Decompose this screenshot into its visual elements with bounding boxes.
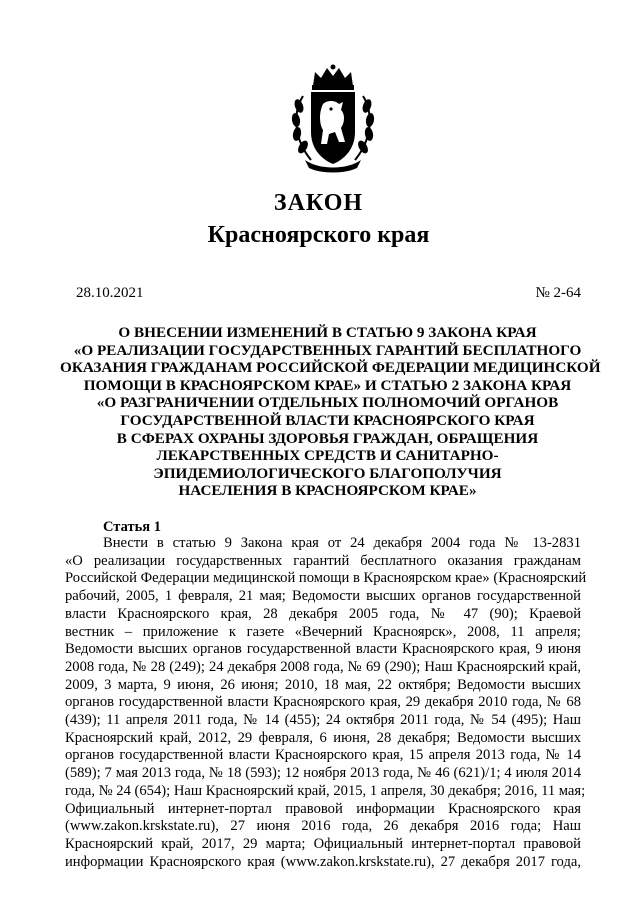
heading-line: «О РЕАЛИЗАЦИИ ГОСУДАРСТВЕННЫХ ГАРАНТИЙ БЕСПЛАТНОГО [73, 341, 582, 359]
heading-line: ГОСУДАРСТВЕННОЙ ВЛАСТИ КРАСНОЯРСКОГО КРАЯ [120, 411, 535, 429]
article-title: Статья 1 [103, 519, 161, 535]
law-number: № 2-64 [535, 285, 581, 301]
heading-line: НАСЕЛЕНИЯ В КРАСНОЯРСКОМ КРАЕ» [178, 482, 477, 500]
body-line: органов государственной власти Красноярского края, 15 апреля 2013 года, № 14 [65, 747, 581, 764]
body-line: органов государственной власти Красноярского края, 29 декабря 2010 года, № 68 [65, 694, 581, 711]
heading-line: ПОМОЩИ В КРАСНОЯРСКОМ КРАЕ» И СТАТЬЮ 2 ЗАКОНА КРАЯ [83, 376, 572, 394]
body-line: года, № 24 (654); Наш Красноярский край, 2015, 1 апреля, 30 декабря; 2016, 11 мая; [65, 782, 586, 799]
body-line: 2009, 3 марта, 9 июня, 26 июня; 2010, 18 мая, 22 октября; Ведомости высших [65, 676, 581, 693]
heading-line: В СФЕРАХ ОХРАНЫ ЗДОРОВЬЯ ГРАЖДАН, ОБРАЩЕНИЯ [116, 429, 539, 447]
body-line: информации Красноярского края (www.zakon.krskstate.ru), 27 декабря 2017 года, [65, 853, 581, 870]
body-line: Российской Федерации медицинской помощи в Красноярском крае» (Красноярский [65, 570, 587, 587]
body-line: Официальный интернет-портал правовой информации Красноярского края [65, 800, 581, 817]
crown-icon [312, 65, 354, 91]
body-line: (439); 11 апреля 2011 года, № 14 (455); 24 октября 2011 года, № 54 (495); Наш [65, 712, 581, 729]
heading-line: О ВНЕСЕНИИ ИЗМЕНЕНИЙ В СТАТЬЮ 9 ЗАКОНА КРАЯ [118, 324, 537, 341]
heading-line: ОКАЗАНИЯ ГРАЖДАНАМ РОССИЙСКОЙ ФЕДЕРАЦИИ МЕДИЦИНСКОЙ [60, 359, 601, 377]
law-title: ЗАКОН [273, 190, 364, 216]
law-subtitle: Красноярского края [207, 222, 430, 248]
body-line: (589); 7 мая 2013 года, № 18 (593); 12 ноября 2013 года, № 46 (621)/1; 4 июля 2014 [65, 765, 581, 782]
body-line: власти Красноярского края, 28 декабря 2005 года, № 47 (90); Краевой [65, 605, 581, 622]
coat-of-arms-emblem [285, 62, 381, 176]
body-line: Ведомости высших органов государственной власти Красноярского края, 9 июня [65, 641, 581, 658]
body-line: «О реализации государственных гарантий бесплатного оказания гражданам [65, 552, 581, 569]
body-line: Красноярский край, 2017, 29 марта; Официальный интернет-портал правовой [65, 835, 581, 852]
body-line: 2008 года, № 28 (249); 24 декабря 2008 года, № 69 (290); Наш Красноярский край, [65, 658, 581, 675]
body-line: Красноярский край, 2012, 29 февраля, 6 июня, 28 декабря; Ведомости высших [65, 729, 581, 746]
body-line: вестник – приложение к газете «Вечерний Красноярск», 2008, 11 апреля; [65, 623, 581, 640]
body-line: рабочий, 2005, 1 февраля, 21 мая; Ведомости высших органов государственной [65, 588, 581, 605]
heading-line: «О РАЗГРАНИЧЕНИИ ОТДЕЛЬНЫХ ПОЛНОМОЧИЙ ОРГАНОВ [96, 394, 559, 412]
body-line: (www.zakon.krskstate.ru), 27 июня 2016 года, 26 декабря 2016 года; Наш [65, 818, 581, 835]
heading-line: ЛЕКАРСТВЕННЫХ СРЕДСТВ И САНИТАРНО- [156, 447, 499, 465]
body-line: Внести в статью 9 Закона края от 24 декабря 2004 года № 13-2831 [103, 535, 581, 551]
law-heading [60, 324, 601, 500]
law-date: 28.10.2021 [76, 285, 144, 301]
heading-line: ЭПИДЕМИОЛОГИЧЕСКОГО БЛАГОПОЛУЧИЯ [153, 464, 502, 482]
article-body [65, 535, 587, 871]
